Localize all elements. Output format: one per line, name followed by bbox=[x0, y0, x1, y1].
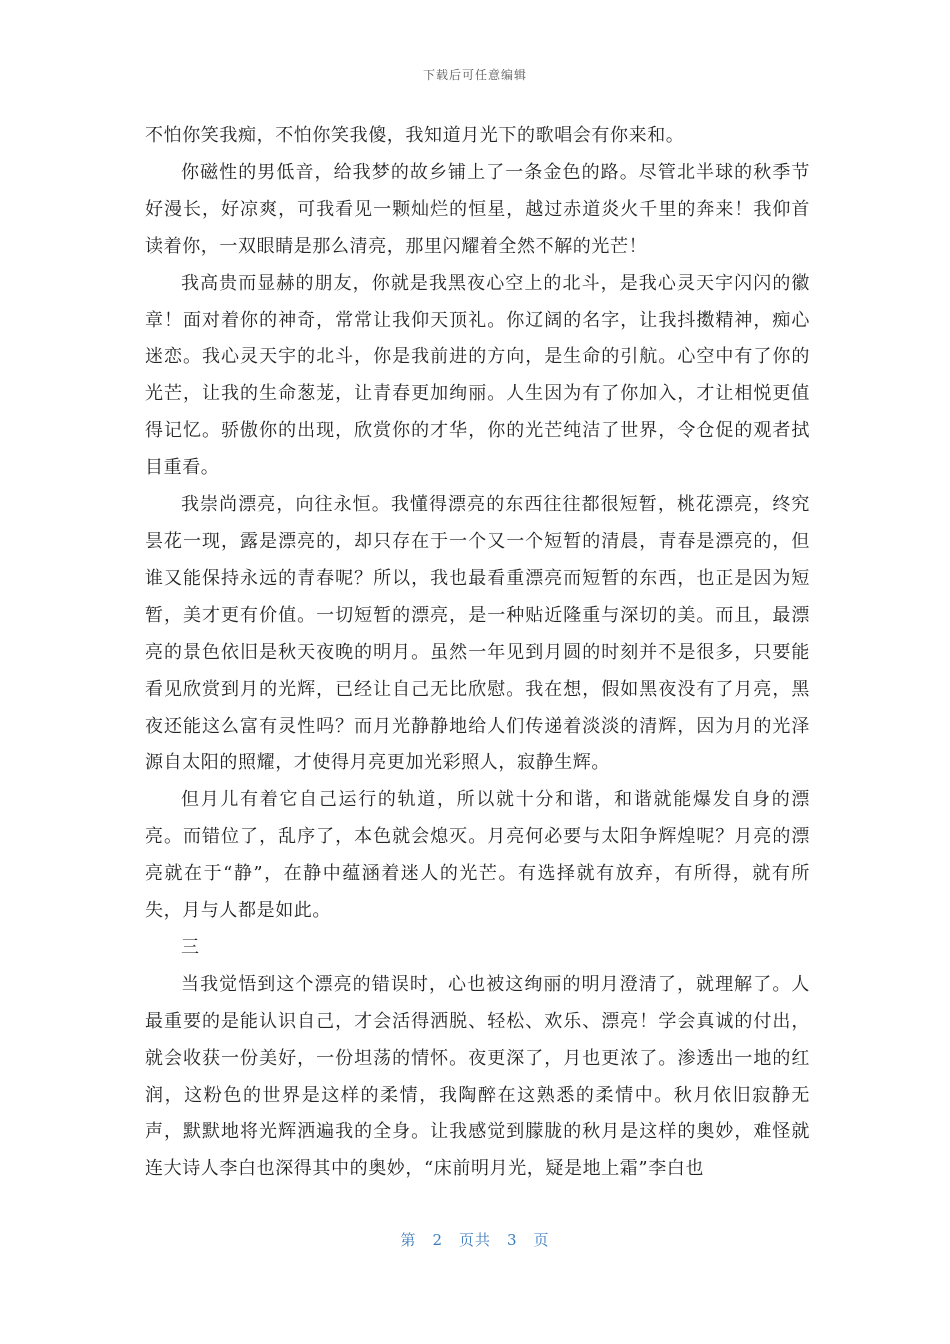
page-middle: 页共 bbox=[458, 1231, 491, 1249]
total-pages-number: 3 bbox=[507, 1231, 518, 1249]
page-prefix: 第 bbox=[400, 1231, 417, 1249]
page-suffix: 页 bbox=[533, 1231, 550, 1249]
paragraph: 我高贵而显赫的朋友，你就是我黑夜心空上的北斗，是我心灵天宇闪闪的徽章！面对着你的神奇，常常让我仰天顶礼。你辽阔的名字，让我抖擞精神，痴心迷恋。我心灵天宇的北斗，你是我前进的方向，是生命的引航。心空中有了你的光芒，让我的生命葱茏，让青春更加绚丽。人生因为有了你加入，才让相悦更值得记忆。骄傲你的出现，欣赏你的才华，你的光芒纯洁了世界，令仓促的观者拭目重看。 bbox=[145, 272, 810, 479]
paragraph: 你磁性的男低音，给我梦的故乡铺上了一条金色的路。尽管北半球的秋季节好漫长，好凉爽，可我看见一颗灿烂的恒星，越过赤道炎火千里的奔来！我仰首读着你，一双眼睛是那么清亮，那里闪耀着全然不解的光芒！ bbox=[145, 161, 810, 257]
section-heading: 三 bbox=[181, 936, 200, 958]
page-header: 下载后可任意编辑 bbox=[422, 68, 527, 82]
document-body bbox=[145, 118, 810, 1188]
paragraph: 当我觉悟到这个漂亮的错误时，心也被这绚丽的明月澄清了，就理解了。人最重要的是能认识自己，才会活得洒脱、轻松、欢乐、漂亮！学会真诚的付出，就会收获一份美好，一份坦荡的情怀。夜更深了，月也更浓了。渗透出一地的红润，这粉色的世界是这样的柔情，我陶醉在这熟悉的柔情中。秋月依旧寂静无声，默默地将光辉洒遍我的全身。让我感觉到朦胧的秋月是这样的奥妙，难怪就连大诗人李白也深得其中的奥妙，“床前明月光，疑是地上霜”李白也 bbox=[145, 973, 810, 1180]
current-page-number: 2 bbox=[432, 1231, 443, 1249]
paragraph: 我崇尚漂亮，向往永恒。我懂得漂亮的东西往往都很短暂，桃花漂亮，终究昙花一现，露是漂亮的，却只存在于一个又一个短暂的清晨，青春是漂亮的，但谁又能保持永远的青春呢？所以，我也最看重漂亮而短暂的东西，也正是因为短暂，美才更有价值。一切短暂的漂亮，是一种贴近隆重与深切的美。而且，最漂亮的景色依旧是秋天夜晚的明月。虽然一年见到月圆的时刻并不是很多，只要能看见欣赏到月的光辉，已经让自己无比欣慰。我在想，假如黑夜没有了月亮，黑夜还能这么富有灵性吗？而月光静静地给人们传递着淡淡的清辉，因为月的光泽源自太阳的照耀，才使得月亮更加光彩照人，寂静生辉。 bbox=[145, 494, 810, 774]
paragraph: 不怕你笑我痴，不怕你笑我傻，我知道月光下的歌唱会有你来和。 bbox=[145, 125, 685, 146]
paragraph: 但月儿有着它自己运行的轨道，所以就十分和谐，和谐就能爆发自身的漂亮。而错位了，乱序了，本色就会熄灭。月亮何必要与太阳争辉煌呢？月亮的漂亮就在于“静”，在静中蕴涵着迷人的光芒。有选择就有放弃，有所得，就有所失，月与人都是如此。 bbox=[145, 789, 810, 922]
page-footer bbox=[0, 1229, 950, 1250]
